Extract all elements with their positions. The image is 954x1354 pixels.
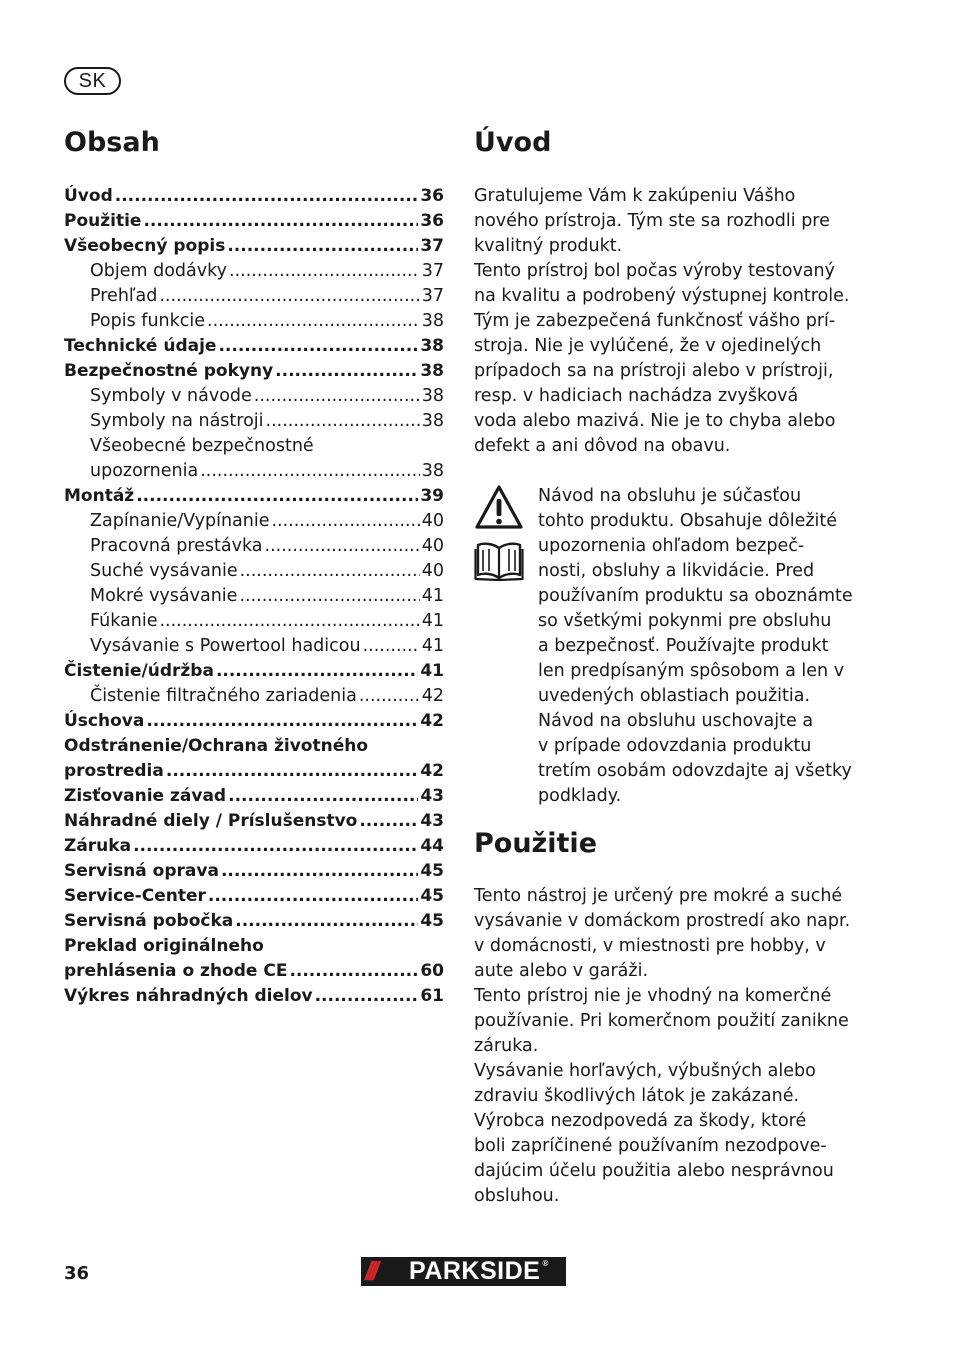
toc-leader-dots bbox=[143, 209, 418, 234]
toc-leader-dots bbox=[254, 384, 420, 409]
text-line: v domácnosti, v miestnosti pre hobby, v bbox=[474, 936, 826, 956]
toc-page-number: 38 bbox=[420, 361, 444, 381]
toc-entry[interactable] bbox=[64, 359, 444, 384]
toc-leader-dots bbox=[218, 334, 418, 359]
toc-entry-title: Náhradné diely / Príslušenstvo bbox=[64, 811, 358, 831]
text-line: Návod na obsluhu je súčasťou bbox=[538, 486, 802, 506]
toc-page-number: 38 bbox=[421, 386, 444, 406]
toc-entry[interactable] bbox=[64, 609, 444, 634]
toc-entry-title: Výkres náhradných dielov bbox=[64, 986, 313, 1006]
text-line: voda alebo mazivá. Nie je to chyba alebo bbox=[474, 411, 836, 431]
toc-entry-title: Mokré vysávanie bbox=[90, 586, 238, 606]
text-line: a bezpečnosť. Používajte produkt bbox=[538, 636, 829, 656]
toc-leader-dots bbox=[115, 184, 419, 209]
toc-leader-dots bbox=[265, 534, 420, 559]
toc-entry-title: Bezpečnostné pokyny bbox=[64, 361, 274, 381]
text-line: na kvalitu a podrobený výstupnej kontrole. bbox=[474, 286, 850, 306]
text-line: tretím osobám odovzdajte aj všetky bbox=[538, 761, 852, 781]
toc-entry-title: Popis funkcie bbox=[90, 311, 206, 331]
toc-page-number: 61 bbox=[420, 986, 444, 1006]
toc-entry[interactable] bbox=[64, 209, 444, 234]
toc-leader-dots bbox=[136, 484, 418, 509]
text-line: Tento prístroj bol počas výroby testovaný bbox=[474, 261, 835, 281]
text-line: tohto produktu. Obsahuje dôležité bbox=[538, 511, 838, 531]
text-line: Tento nástroj je určený pre mokré a suché bbox=[474, 886, 843, 906]
text-line: v prípade odovzdania produktu bbox=[538, 736, 812, 756]
toc-leader-dots bbox=[315, 984, 419, 1009]
toc-page-number: 43 bbox=[420, 811, 444, 831]
toc-page-number: 38 bbox=[421, 311, 444, 331]
toc-entry-title: Montáž bbox=[64, 486, 135, 506]
toc-entry-title: Vysávanie s Powertool hadicou bbox=[90, 636, 361, 656]
toc-entry[interactable] bbox=[64, 984, 444, 1009]
pouzitie-paragraph-2 bbox=[474, 984, 874, 1059]
registered-mark: ® bbox=[541, 1259, 550, 1268]
toc-entry[interactable] bbox=[64, 684, 444, 709]
toc-entry[interactable] bbox=[64, 709, 444, 734]
toc-entry[interactable] bbox=[64, 309, 444, 334]
toc-entry[interactable] bbox=[64, 584, 444, 609]
toc-entry-title: Servisná pobočka bbox=[64, 911, 234, 931]
toc-entry[interactable] bbox=[64, 459, 444, 484]
text-line: nového prístroja. Tým ste sa rozhodli pre bbox=[474, 211, 830, 231]
toc-page-number: 60 bbox=[420, 961, 444, 981]
toc-page-number: 45 bbox=[420, 886, 444, 906]
toc-page-number: 40 bbox=[421, 561, 444, 581]
toc-page-number: 40 bbox=[421, 511, 444, 531]
toc-leader-dots bbox=[229, 259, 420, 284]
text-line: Tento prístroj nie je vhodný na komerčné bbox=[474, 986, 832, 1006]
uvod-paragraph-2 bbox=[474, 259, 874, 459]
toc-entry-title: Úvod bbox=[64, 186, 113, 206]
toc-leader-dots bbox=[227, 234, 418, 259]
text-line: aute alebo v garáži. bbox=[474, 961, 649, 981]
toc-entry[interactable] bbox=[64, 284, 444, 309]
text-line: upozornenia ohľadom bezpeč- bbox=[538, 536, 805, 556]
toc-page-number: 37 bbox=[421, 261, 444, 281]
text-line: so všetkými pokynmi pre obsluhu bbox=[538, 611, 832, 631]
pouzitie-paragraph-1 bbox=[474, 884, 874, 984]
text-line: nosti, obsluhy a likvidácie. Pred bbox=[538, 561, 815, 581]
toc-entry-title: prostredia bbox=[64, 761, 164, 781]
text-line: len predpísaným spôsobom a len v bbox=[538, 661, 845, 681]
text-line: stroja. Nie je vylúčené, že v ojedinelých bbox=[474, 336, 822, 356]
toc-page-number: 41 bbox=[421, 636, 444, 656]
text-line: podklady. bbox=[538, 786, 622, 806]
text-line: vysávanie v domáckom prostredí ako napr. bbox=[474, 911, 851, 931]
toc-leader-dots bbox=[166, 759, 418, 784]
toc-entry-title: Preklad originálneho bbox=[64, 936, 264, 956]
text-line: Gratulujeme Vám k zakúpeniu Vášho bbox=[474, 186, 796, 206]
toc-entry-title: Zisťovanie závad bbox=[64, 786, 227, 806]
toc-page-number: 41 bbox=[420, 661, 444, 681]
toc-entry-title: Čistenie/údržba bbox=[64, 661, 214, 681]
open-book-icon bbox=[474, 540, 524, 582]
toc-page-number: 39 bbox=[420, 486, 444, 506]
toc-page-number: 40 bbox=[421, 536, 444, 556]
logo-wordmark: PARKSIDE bbox=[409, 1257, 541, 1285]
toc-leader-dots bbox=[133, 834, 418, 859]
toc-entry-title: Zapínanie/Vypínanie bbox=[90, 511, 270, 531]
text-line: Návod na obsluhu uschovajte a bbox=[538, 711, 814, 731]
pouzitie-body bbox=[474, 884, 874, 1209]
toc-entry-title: Odstránenie/Ochrana životného bbox=[64, 736, 369, 756]
toc-page-number: 38 bbox=[421, 461, 444, 481]
toc-leader-dots bbox=[208, 884, 418, 909]
toc-page-number: 43 bbox=[420, 786, 444, 806]
toc-entry-title: Fúkanie bbox=[90, 611, 158, 631]
pouzitie-heading: Použitie bbox=[474, 828, 598, 859]
text-line: kvalitný produkt. bbox=[474, 236, 623, 256]
toc-entry-title: Úschova bbox=[64, 711, 145, 731]
toc-entry-title: Service-Center bbox=[64, 886, 206, 906]
toc-leader-dots bbox=[239, 584, 419, 609]
toc-title: Obsah bbox=[64, 127, 160, 158]
toc-entry[interactable] bbox=[64, 234, 444, 259]
toc-entry-title: Suché vysávanie bbox=[90, 561, 238, 581]
text-line: záruka. bbox=[474, 1036, 539, 1056]
toc-entry[interactable] bbox=[64, 659, 444, 684]
toc-entry[interactable] bbox=[64, 534, 444, 559]
text-line: resp. v hadiciach nachádza zvyšková bbox=[474, 386, 799, 406]
toc-leader-dots bbox=[159, 284, 419, 309]
toc-entry[interactable] bbox=[64, 559, 444, 584]
toc-entry[interactable] bbox=[64, 834, 444, 859]
toc-leader-dots bbox=[207, 309, 420, 334]
toc-entry[interactable] bbox=[64, 259, 444, 284]
toc-leader-dots bbox=[271, 509, 419, 534]
toc-entry[interactable] bbox=[64, 184, 444, 209]
toc-entry[interactable] bbox=[64, 809, 444, 834]
toc-page-number: 42 bbox=[420, 761, 444, 781]
toc-leader-dots bbox=[200, 459, 419, 484]
parkside-logo bbox=[361, 1257, 566, 1286]
toc-entry-label bbox=[64, 934, 444, 959]
uvod-heading: Úvod bbox=[474, 127, 552, 158]
toc-entry-title: prehlásenia o zhode CE bbox=[64, 961, 288, 981]
toc-leader-dots bbox=[363, 634, 420, 659]
toc-entry-title: Prehľad bbox=[90, 286, 158, 306]
toc-leader-dots bbox=[240, 559, 420, 584]
toc-entry[interactable] bbox=[64, 759, 444, 784]
toc-leader-dots bbox=[216, 659, 418, 684]
toc-entry-label bbox=[64, 434, 444, 459]
logo-slashes: /// bbox=[365, 1257, 375, 1286]
toc-entry-title: Symboly na nástroji bbox=[90, 411, 264, 431]
text-line: zdraviu škodlivých látok je zakázané. bbox=[474, 1086, 800, 1106]
toc-entry[interactable] bbox=[64, 634, 444, 659]
toc-page-number: 37 bbox=[421, 286, 444, 306]
toc-entry-title: upozornenia bbox=[90, 461, 199, 481]
toc-leader-dots bbox=[146, 709, 418, 734]
toc-leader-dots bbox=[359, 809, 418, 834]
uvod-paragraph-1 bbox=[474, 184, 874, 259]
toc-page-number: 36 bbox=[420, 211, 444, 231]
toc-entry-title: Čistenie filtračného zariadenia bbox=[90, 686, 357, 706]
toc-entry-label bbox=[64, 734, 444, 759]
toc-leader-dots bbox=[289, 959, 418, 984]
toc-entry[interactable] bbox=[64, 509, 444, 534]
toc-page-number: 45 bbox=[420, 861, 444, 881]
safety-notice-text bbox=[538, 484, 878, 809]
toc-page-number: 42 bbox=[421, 686, 444, 706]
text-line: prípadoch sa na prístroji alebo v prístroji, bbox=[474, 361, 834, 381]
toc-entry[interactable] bbox=[64, 384, 444, 409]
toc-entry-title: Objem dodávky bbox=[90, 261, 227, 281]
toc-entry-title: Pracovná prestávka bbox=[90, 536, 263, 556]
toc-entry[interactable] bbox=[64, 859, 444, 884]
text-line: uvedených oblastiach použitia. bbox=[538, 686, 811, 706]
text-line: boli zapríčinené používaním nezodpove- bbox=[474, 1136, 827, 1156]
toc-leader-dots bbox=[228, 784, 418, 809]
toc-entry-title: Použitie bbox=[64, 211, 142, 231]
text-line: používanie. Pri komerčnom použití zanikne bbox=[474, 1011, 849, 1031]
toc-entry[interactable] bbox=[64, 959, 444, 984]
toc-entry[interactable] bbox=[64, 909, 444, 934]
safety-notice bbox=[538, 484, 878, 809]
toc-entry[interactable] bbox=[64, 884, 444, 909]
toc-page-number: 36 bbox=[420, 186, 444, 206]
toc-page-number: 45 bbox=[420, 911, 444, 931]
language-badge: SK bbox=[64, 67, 121, 95]
table-of-contents bbox=[64, 184, 444, 1009]
toc-leader-dots bbox=[235, 909, 418, 934]
toc-leader-dots bbox=[359, 684, 420, 709]
toc-leader-dots bbox=[159, 609, 419, 634]
text-line: používaním produktu sa oboznámte bbox=[538, 586, 853, 606]
toc-page-number: 37 bbox=[420, 236, 444, 256]
toc-entry-title: Technické údaje bbox=[64, 336, 217, 356]
page-number: 36 bbox=[64, 1263, 90, 1284]
toc-leader-dots bbox=[266, 409, 420, 434]
text-line: defekt a ani dôvod na obavu. bbox=[474, 436, 731, 456]
warning-triangle-icon bbox=[474, 484, 524, 530]
text-line: obsluhou. bbox=[474, 1186, 560, 1206]
toc-page-number: 41 bbox=[421, 611, 444, 631]
toc-leader-dots bbox=[221, 859, 418, 884]
toc-page-number: 41 bbox=[421, 586, 444, 606]
toc-entry[interactable] bbox=[64, 334, 444, 359]
toc-entry[interactable] bbox=[64, 484, 444, 509]
toc-entry-title: Servisná oprava bbox=[64, 861, 219, 881]
toc-entry-title: Všeobecné bezpečnostné bbox=[90, 436, 314, 456]
toc-page-number: 38 bbox=[421, 411, 444, 431]
toc-entry-title: Všeobecný popis bbox=[64, 236, 226, 256]
toc-page-number: 38 bbox=[420, 336, 444, 356]
text-line: Vysávanie horľavých, výbušných alebo bbox=[474, 1061, 816, 1081]
text-line: dajúcim účelu použitia alebo nesprávnou bbox=[474, 1161, 834, 1181]
toc-entry[interactable] bbox=[64, 409, 444, 434]
toc-page-number: 42 bbox=[420, 711, 444, 731]
text-line: Tým je zabezpečená funkčnosť vášho prí- bbox=[474, 311, 836, 331]
toc-leader-dots bbox=[275, 359, 418, 384]
pouzitie-paragraph-3 bbox=[474, 1059, 874, 1209]
text-line: Výrobca nezodpovedá za škody, ktoré bbox=[474, 1111, 807, 1131]
uvod-body bbox=[474, 184, 874, 459]
toc-page-number: 44 bbox=[420, 836, 444, 856]
toc-entry-title: Záruka bbox=[64, 836, 132, 856]
toc-entry[interactable] bbox=[64, 784, 444, 809]
toc-entry-title: Symboly v návode bbox=[90, 386, 252, 406]
